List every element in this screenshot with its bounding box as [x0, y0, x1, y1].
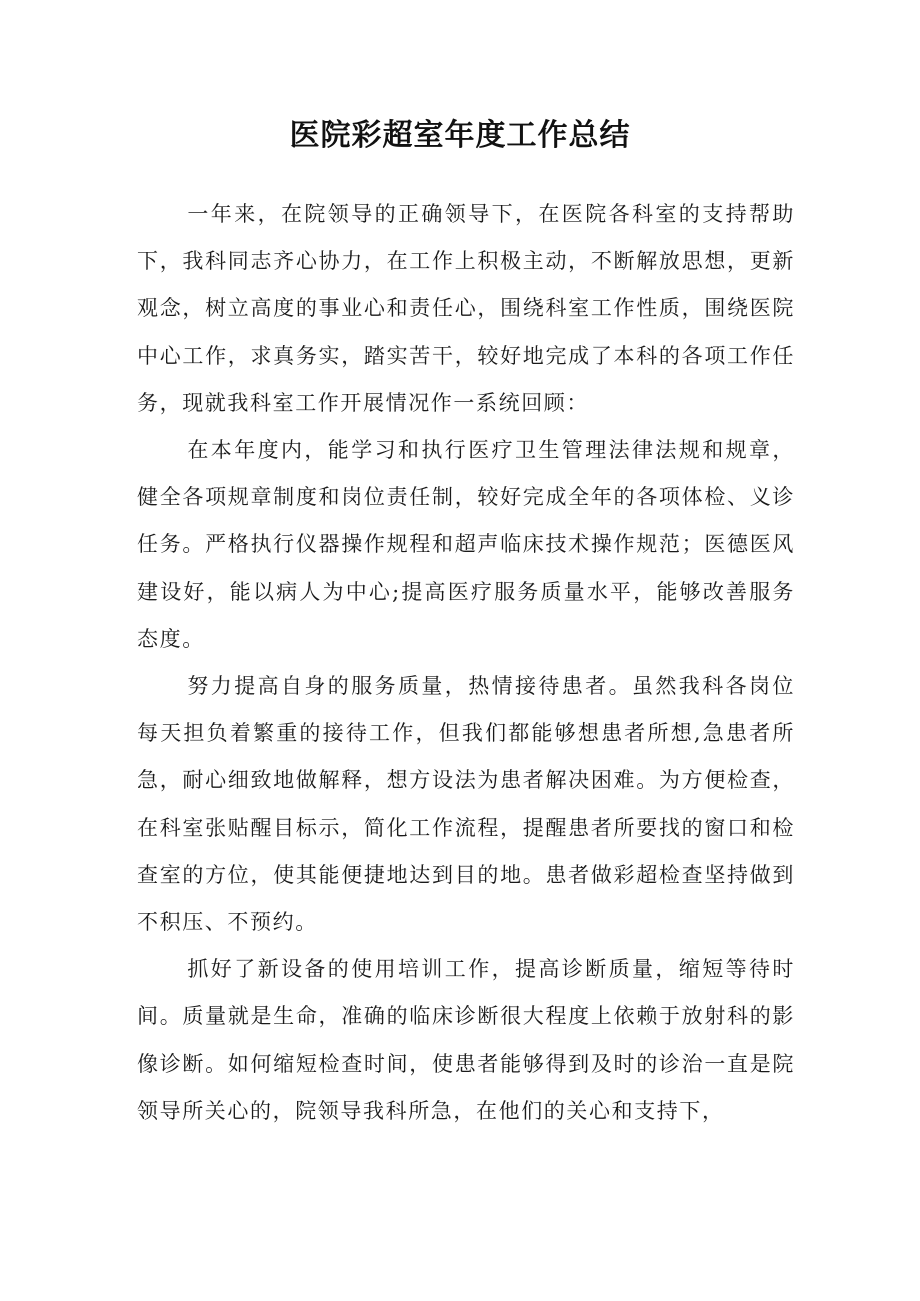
paragraph-service-quality: 努力提高自身的服务质量，热情接待患者。虽然我科各岗位每天担负着繁重的接待工作，但我们都能够想患者所想,急患者所急，耐心细致地做解释，想方设法为患者解决困难。为方便检查，在科室张贴醒目标示，简化工作流程，提醒患者所要找的窗口和检查室的方位，使其能便捷地达到目的地。患者做彩超检查坚持做到不积压、不预约。	[137, 674, 795, 935]
document-body	[137, 191, 795, 1135]
paragraph-equipment-training: 抓好了新设备的使用培训工作，提高诊断质量，缩短等待时间。质量就是生命，准确的临床诊断很大程度上依赖于放射科的影像诊断。如何缩短检查时间，使患者能够得到及时的诊治一直是院领导所关心的，院领导我科所急，在他们的关心和支持下，	[137, 957, 795, 1123]
document-title: 医院彩超室年度工作总结	[289, 118, 631, 153]
paragraph-regulations: 在本年度内，能学习和执行医疗卫生管理法律法规和规章，健全各项规章制度和岗位责任制，较好完成全年的各项体检、义诊任务。严格执行仪器操作规程和超声临床技术操作规范；医德医风建设好，能以病人为中心;提高医疗服务质量水平，能够改善服务态度。	[137, 438, 795, 651]
paragraph-intro: 一年来，在院领导的正确领导下，在医院各科室的支持帮助下，我科同志齐心协力，在工作上积极主动，不断解放思想，更新观念，树立高度的事业心和责任心，围绕科室工作性质，围绕医院中心工作，求真务实，踏实苦干，较好地完成了本科的各项工作任务，现就我科室工作开展情况作一系统回顾：	[137, 202, 795, 415]
